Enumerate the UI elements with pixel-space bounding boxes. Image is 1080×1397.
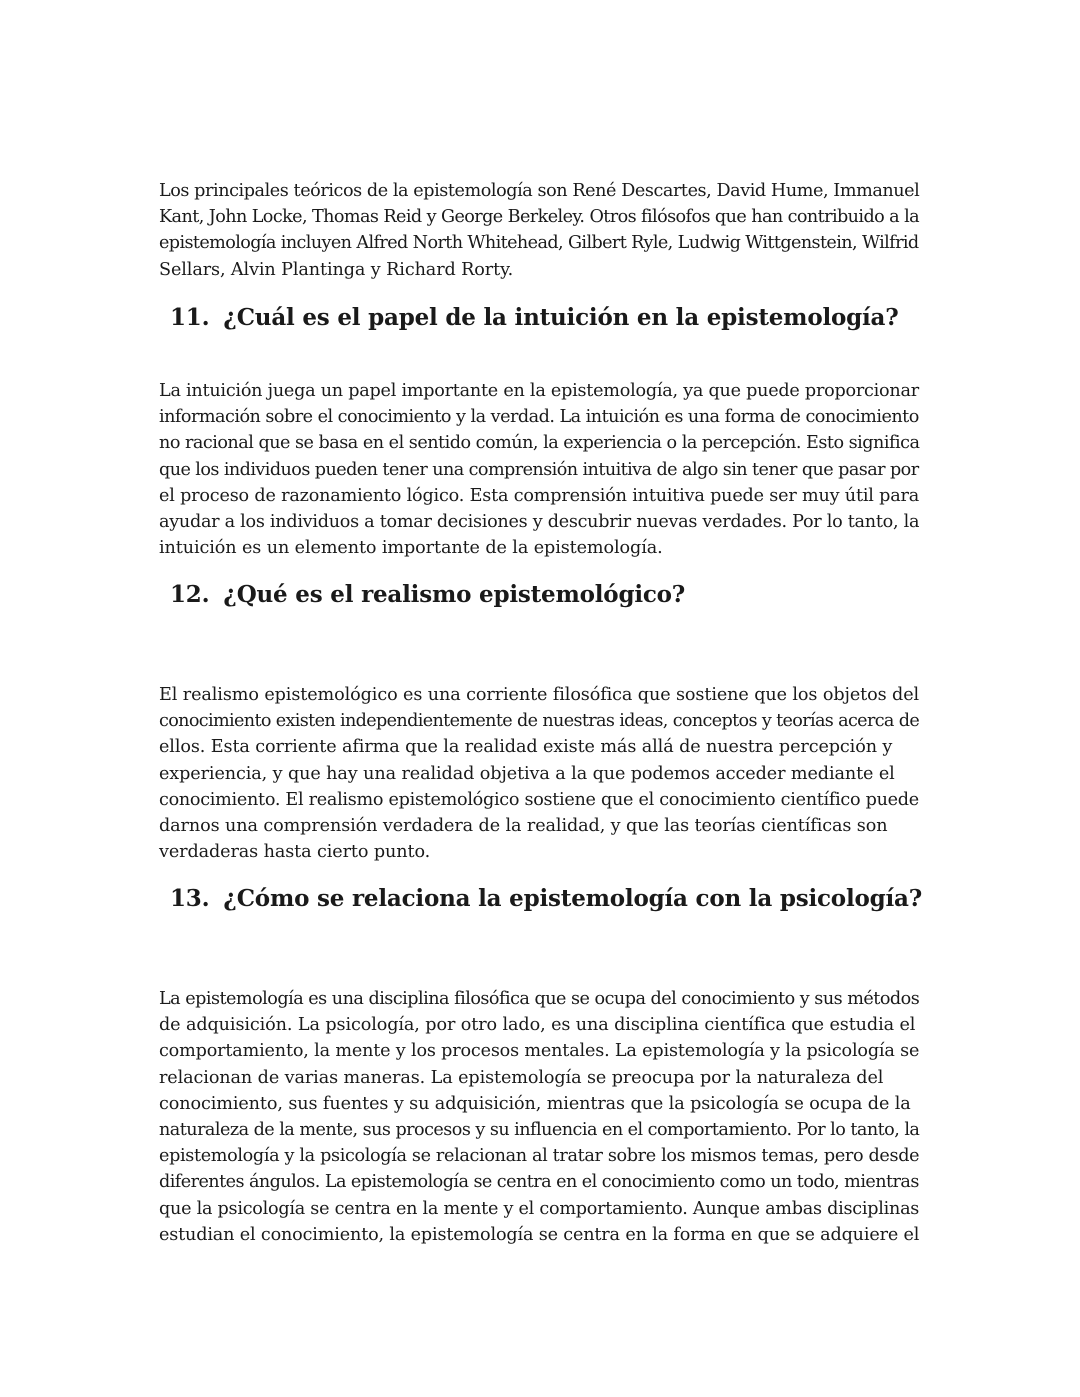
heading-text: ¿Cómo se relaciona la epistemología con la psicología? — [223, 885, 923, 912]
text-line: epistemología incluyen Alfred North Whitehead, Gilbert Ryle, Ludwig Wittgenstein, Wilfrid — [159, 233, 919, 254]
text-line: comportamiento, la mente y los procesos mentales. La epistemología y la psicología se — [159, 1041, 920, 1062]
text-line: que los individuos pueden tener una comprensión intuitiva de algo sin tener que pasar por — [159, 459, 919, 480]
text-line: intuición es un elemento importante de la epistemología. — [159, 538, 663, 559]
paragraph-theorists — [159, 178, 919, 283]
text-line: naturaleza de la mente, sus procesos y su influencia en el comportamiento. Por lo tanto, la — [159, 1120, 920, 1141]
paragraph-psychology — [159, 986, 919, 1248]
paragraph-intuition — [159, 378, 919, 561]
text-line: información sobre el conocimiento y la verdad. La intuición es una forma de conocimiento — [159, 407, 919, 428]
heading-12 — [170, 579, 970, 611]
heading-number: 11. — [170, 304, 210, 331]
text-line: Los principales teóricos de la epistemología son René Descartes, David Hume, Immanuel — [159, 181, 920, 201]
text-line: relacionan de varias maneras. La epistemología se preocupa por la naturaleza del — [159, 1067, 884, 1088]
text-line: ayudar a los individuos a tomar decisiones y descubrir nuevas verdades. Por lo tanto, la — [159, 512, 920, 533]
text-line: Sellars, Alvin Plantinga y Richard Rorty. — [159, 259, 514, 280]
text-line: diferentes ángulos. La epistemología se centra en el conocimiento como un todo, mientras — [159, 1172, 919, 1193]
text-line: conocimiento, sus fuentes y su adquisición, mientras que la psicología se ocupa de la — [159, 1093, 911, 1114]
text-line: de adquisición. La psicología, por otro lado, es una disciplina científica que estudia el — [159, 1015, 916, 1036]
text-line: no racional que se basa en el sentido común, la experiencia o la percepción. Esto significa — [159, 433, 920, 454]
text-line: La intuición juega un papel importante en la epistemología, ya que puede proporcionar — [159, 381, 919, 401]
text-line: verdaderas hasta cierto punto. — [159, 842, 431, 863]
text-line: conocimiento existen independientemente de nuestras ideas, conceptos y teorías acerca de — [159, 711, 920, 732]
heading-number: 13. — [170, 885, 210, 912]
heading-number: 12. — [170, 581, 210, 608]
text-line: darnos una comprensión verdadera de la realidad, y que las teorías científicas son — [159, 816, 888, 837]
text-line: epistemología y la psicología se relacionan al tratar sobre los mismos temas, pero desde — [159, 1146, 920, 1167]
text-line: estudian el conocimiento, la epistemología se centra en la forma en que se adquiere el — [159, 1224, 920, 1245]
text-line: experiencia, y que hay una realidad objetiva a la que podemos acceder mediante el — [159, 763, 895, 784]
text-line: conocimiento. El realismo epistemológico sostiene que el conocimiento científico puede — [159, 789, 919, 810]
heading-text: ¿Qué es el realismo epistemológico? — [223, 581, 686, 608]
text-line: El realismo epistemológico es una corriente filosófica que sostiene que los objetos del — [159, 685, 920, 705]
text-line: ellos. Esta corriente afirma que la realidad existe más allá de nuestra percepción y — [159, 737, 893, 758]
heading-13 — [170, 883, 970, 915]
text-line: La epistemología es una disciplina filosófica que se ocupa del conocimiento y sus métodos — [159, 989, 920, 1009]
heading-11 — [170, 302, 970, 334]
text-line: el proceso de razonamiento lógico. Esta comprensión intuitiva puede ser muy útil para — [159, 485, 920, 506]
text-line: que la psicología se centra en la mente y el comportamiento. Aunque ambas disciplinas — [159, 1198, 920, 1219]
heading-text: ¿Cuál es el papel de la intuición en la epistemología? — [223, 304, 899, 331]
text-line: Kant, John Locke, Thomas Reid y George Berkeley. Otros filósofos que han contribuido a la — [159, 207, 920, 228]
paragraph-realism — [159, 682, 919, 865]
